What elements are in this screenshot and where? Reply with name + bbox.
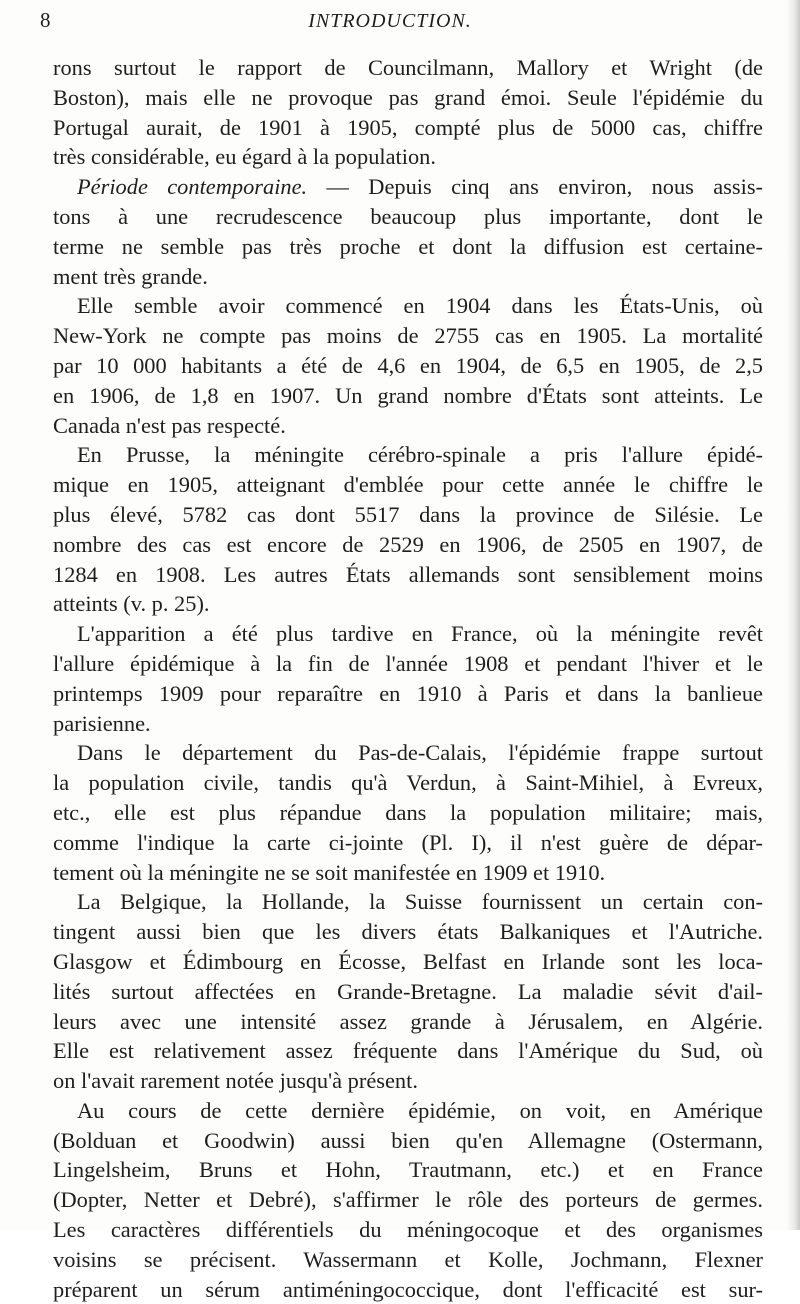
page-number: 8 <box>40 8 51 32</box>
paragraph <box>53 53 763 172</box>
text-line: plus élevé, 5782 cas dont 5517 dans la province de Silésie. Le <box>53 501 763 527</box>
text-line: terme ne semble pas très proche et dont la diffusion est certaine- <box>53 233 763 259</box>
text-line: par 10 000 habitants a été de 4,6 en 1904, de 6,5 en 1905, de 2,5 <box>53 352 763 378</box>
text-line: Lingelsheim, Bruns et Hohn, Trautmann, etc.) et en France <box>53 1157 763 1183</box>
text-line: préparent un sérum antiméningococcique, dont l'efficacité est sur- <box>53 1276 763 1302</box>
text-line: En Prusse, la méningite cérébro-spinale a pris l'allure épidé- <box>77 442 763 468</box>
paragraph <box>53 1096 763 1304</box>
text-line: tingent aussi bien que les divers états Balkaniques et l'Autriche. <box>53 919 763 945</box>
text-line: leurs avec une intensité assez grande à Jérusalem, en Algérie. <box>53 1008 763 1034</box>
section-heading-inline: Période contemporaine. <box>77 174 308 200</box>
text-line: l'allure épidémique à la fin de l'année 1908 et pendant l'hiver et le <box>53 650 763 676</box>
paragraph <box>53 440 763 619</box>
paragraph <box>53 887 763 1096</box>
text-line: Elle semble avoir commencé en 1904 dans les États-Unis, où <box>77 293 763 319</box>
text-line: Boston), mais elle ne provoque pas grand émoi. Seule l'épidémie du <box>53 84 763 110</box>
paragraph <box>53 619 763 738</box>
running-title: INTRODUCTION. <box>308 10 472 32</box>
text-line: Canada n'est pas respecté. <box>53 412 286 438</box>
paragraph <box>53 291 763 440</box>
text-line: on l'avait rarement notée jusqu'à présent. <box>53 1068 418 1094</box>
text-line: voisins se précisent. Wassermann et Kolle, Jochmann, Flexner <box>53 1246 763 1272</box>
text-line: comme l'indique la carte ci-jointe (Pl. I), il n'est guère de dépar- <box>53 829 763 855</box>
text-line: Dans le département du Pas-de-Calais, l'épidémie frappe surtout <box>77 740 763 766</box>
text-line: atteints (v. p. 25). <box>53 591 210 617</box>
text-line: nombre des cas est encore de 2529 en 1906, de 2505 en 1907, de <box>53 531 763 557</box>
text-line: lités surtout affectées en Grande-Bretagne. La maladie sévit d'ail- <box>53 978 763 1004</box>
text-fragment: — Depuis cinq ans environ, nous assis- <box>307 174 763 200</box>
text-line: printemps 1909 pour reparaître en 1910 à Paris et dans la banlieue <box>53 680 763 706</box>
page-header <box>40 6 740 46</box>
text-line: La Belgique, la Hollande, la Suisse fournissent un certain con- <box>77 889 763 915</box>
text-line: rons surtout le rapport de Councilmann, Mallory et Wright (de <box>53 55 763 80</box>
body-text <box>53 53 763 1304</box>
text-line: parisienne. <box>53 710 151 736</box>
text-line: (Dopter, Netter et Debré), s'affirmer le rôle des porteurs de germes. <box>53 1187 763 1213</box>
text-line: mique en 1905, atteignant d'emblée pour cette année le chiffre le <box>53 472 763 498</box>
text-line: ment très grande. <box>53 263 208 289</box>
text-line: (Bolduan et Goodwin) aussi bien qu'en Allemagne (Ostermann, <box>53 1127 763 1153</box>
paragraph <box>53 172 763 291</box>
text-line: en 1906, de 1,8 en 1907. Un grand nombre d'États sont atteints. Le <box>53 382 763 408</box>
text-line <box>53 172 763 202</box>
text-line: L'apparition a été plus tardive en France, où la méningite revêt <box>77 621 763 647</box>
text-line: Au cours de cette dernière épidémie, on voit, en Amérique <box>77 1097 763 1123</box>
text-line: Portugal aurait, de 1901 à 1905, compté plus de 5000 cas, chiffre <box>53 114 763 140</box>
text-line: très considérable, eu égard à la population. <box>53 144 436 170</box>
paragraph <box>53 738 763 887</box>
text-line: tement où la méningite ne se soit manifestée en 1909 et 1910. <box>53 859 606 885</box>
page-edge-shadow <box>786 0 800 1230</box>
text-line: New-York ne compte pas moins de 2755 cas en 1905. La mortalité <box>53 323 763 349</box>
text-line: la population civile, tandis qu'à Verdun, à Saint-Mihiel, à Evreux, <box>53 770 763 796</box>
text-line: etc., elle est plus répandue dans la population militaire; mais, <box>53 799 763 825</box>
text-line: tons à une recrudescence beaucoup plus importante, dont le <box>53 203 763 229</box>
text-line: 1284 en 1908. Les autres États allemands sont sensiblement moins <box>53 561 763 587</box>
text-line: Elle est relativement assez fréquente dans l'Amérique du Sud, où <box>53 1038 763 1064</box>
text-line: Les caractères différentiels du méningocoque et des organismes <box>53 1217 763 1243</box>
text-line: Glasgow et Édimbourg en Écosse, Belfast en Irlande sont les loca- <box>53 948 763 974</box>
